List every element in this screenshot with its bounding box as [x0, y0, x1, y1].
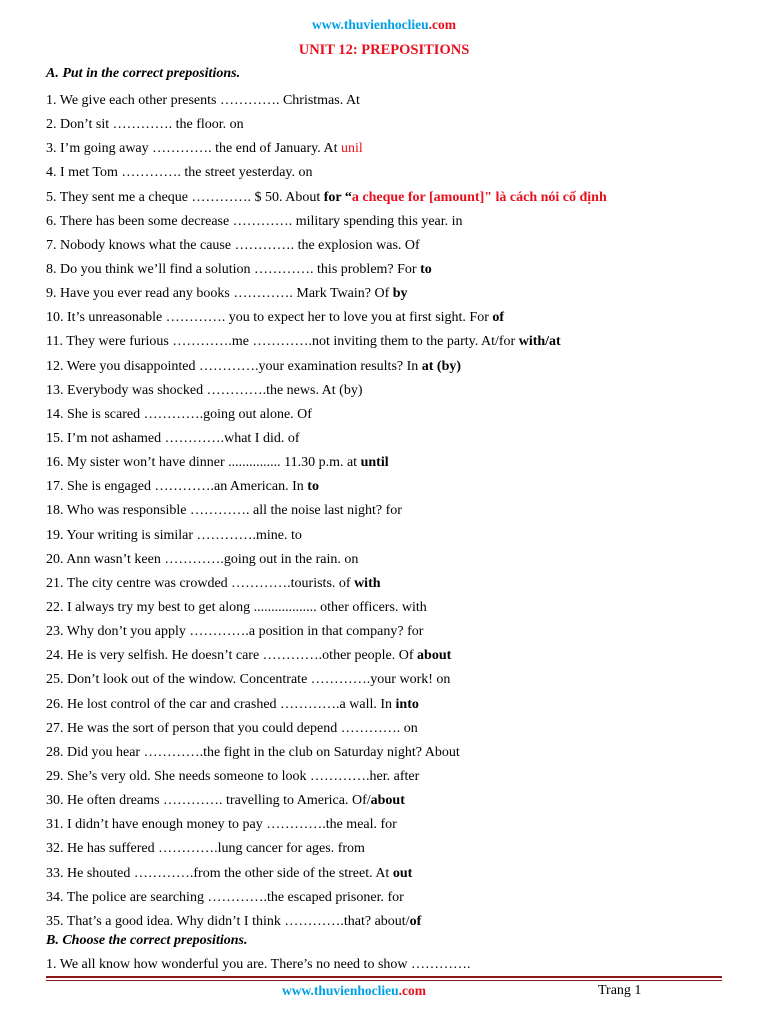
- exercise-item: [46, 89, 746, 113]
- exercise-item: [46, 596, 746, 620]
- exercise-text: 22. I always try my best to get along .................. other officers. with: [46, 599, 427, 615]
- answer-bold: by: [392, 286, 408, 302]
- answer-bold: about: [370, 793, 405, 809]
- exercise-text: 14. She is scared ………….going out alone. Of: [46, 406, 312, 422]
- header-website-link[interactable]: [0, 17, 768, 33]
- header-url-main: www.thuvienhoclieu: [311, 17, 429, 32]
- exercise-text: 17. She is engaged ………….an American. In: [46, 479, 308, 495]
- section-b-question-1: 1. We all know how wonderful you are. There’s no need to show ………….: [46, 957, 471, 972]
- exercise-item: [46, 499, 746, 523]
- exercise-text: 15. I’m not ashamed ………….what I did. of: [46, 430, 300, 446]
- header-url-tld: .com: [428, 17, 457, 32]
- answer-bold: with: [354, 575, 381, 591]
- exercise-item: [46, 330, 746, 354]
- footer-website-link[interactable]: [282, 983, 426, 999]
- exercise-item: [46, 186, 746, 210]
- answer-bold: with/at: [518, 334, 561, 350]
- exercise-text: 24. He is very selfish. He doesn’t care ………….other people. Of: [46, 648, 418, 664]
- exercise-text: 10. It’s unreasonable …………. you to expect her to love you at first sight. For: [46, 310, 493, 326]
- exercise-item: [46, 113, 746, 137]
- answer-bold: into: [395, 696, 419, 712]
- exercise-text: 4. I met Tom …………. the street yesterday. on: [46, 165, 313, 181]
- exercise-item: [46, 644, 746, 668]
- exercise-item: [46, 886, 746, 910]
- exercise-text: 25. Don’t look out of the window. Concentrate ………….your work! on: [46, 672, 451, 688]
- exercise-text: 27. He was the sort of person that you could depend …………. on: [46, 720, 418, 736]
- exercise-text: 34. The police are searching ………….the escaped prisoner. for: [46, 889, 404, 905]
- footer-divider-thin: [46, 980, 722, 981]
- exercise-text: 7. Nobody knows what the cause …………. the explosion was. Of: [46, 237, 420, 253]
- exercise-text: 8. Do you think we’ll find a solution …………. this problem? For: [46, 261, 421, 277]
- exercise-item: [46, 837, 746, 861]
- exercise-item: [46, 379, 746, 403]
- exercise-item: [46, 789, 746, 813]
- exercise-item: [46, 306, 746, 330]
- exercise-text: 16. My sister won’t have dinner ............... 11.30 p.m. at: [46, 455, 361, 471]
- exercise-text: 13. Everybody was shocked ………….the news. At (by): [46, 382, 363, 398]
- exercise-text: 21. The city centre was crowded ………….tourists. of: [46, 575, 355, 591]
- answer-bold: out: [392, 865, 413, 881]
- exercise-item: [46, 910, 746, 934]
- exercise-text: 33. He shouted ………….from the other side of the street. At: [46, 865, 393, 881]
- exercise-text: 11. They were furious ………….me ………….not inviting them to the party. At/for: [46, 334, 519, 350]
- exercise-text: 28. Did you hear ………….the fight in the club on Saturday night? About: [46, 744, 460, 760]
- answer-bold: of: [492, 310, 505, 326]
- exercise-text: 32. He has suffered ………….lung cancer for ages. from: [46, 841, 365, 857]
- answer-bold: until: [360, 455, 389, 471]
- exercise-item: [46, 524, 746, 548]
- exercise-item: [46, 282, 746, 306]
- exercise-item: [46, 693, 746, 717]
- exercise-text: 31. I didn’t have enough money to pay ………….the meal. for: [46, 817, 397, 833]
- page-number: Trang 1: [598, 983, 642, 998]
- footer-url-tld: .com: [398, 983, 427, 998]
- exercise-item: [46, 137, 746, 161]
- exercise-text: 12. Were you disappointed ………….your examination results? In: [46, 358, 422, 374]
- exercise-text: 35. That’s a good idea. Why didn’t I think ………….that? about/: [46, 913, 410, 929]
- exercise-text: 18. Who was responsible …………. all the noise last night? for: [46, 503, 402, 519]
- exercise-item: [46, 427, 746, 451]
- exercise-text: 2. Don’t sit …………. the floor. on: [46, 117, 244, 133]
- answer-bold: to: [420, 261, 432, 277]
- section-b-heading: B. Choose the correct prepositions.: [46, 933, 248, 948]
- exercise-item: [46, 717, 746, 741]
- exercise-text: 20. Ann wasn’t keen ………….going out in the rain. on: [46, 551, 359, 567]
- exercise-item: [46, 161, 746, 185]
- exercise-text: 5. They sent me a cheque …………. $ 50. About: [46, 189, 324, 205]
- exercise-item: [46, 210, 746, 234]
- exercise-item: [46, 668, 746, 692]
- exercise-item: [46, 403, 746, 427]
- page-title: UNIT 12: PREPOSITIONS: [298, 42, 470, 58]
- answer-bold: at (by): [421, 358, 462, 374]
- exercise-text: 23. Why don’t you apply ………….a position in that company? for: [46, 624, 424, 640]
- exercise-text: 3. I’m going away …………. the end of January. At: [46, 141, 341, 157]
- exercise-item: [46, 862, 746, 886]
- exercise-item: [46, 234, 746, 258]
- exercise-item: [46, 475, 746, 499]
- exercise-text: 6. There has been some decrease …………. military spending this year. in: [46, 213, 463, 229]
- exercise-item: [46, 813, 746, 837]
- answer-bold: for “: [323, 189, 352, 205]
- note-red: unil: [340, 141, 363, 157]
- exercise-text: 1. We give each other presents …………. Christmas. At: [46, 93, 360, 108]
- footer-url-main: www.thuvienhoclieu: [282, 983, 399, 998]
- exercise-item: [46, 355, 746, 379]
- answer-bold: about: [417, 648, 452, 664]
- exercise-item: [46, 548, 746, 572]
- exercise-text: 26. He lost control of the car and crashed ………….a wall. In: [46, 696, 396, 712]
- exercise-item: [46, 572, 746, 596]
- exercise-text: 30. He often dreams …………. travelling to America. Of/: [46, 793, 371, 809]
- exercise-text: 29. She’s very old. She needs someone to look ………….her. after: [46, 768, 420, 784]
- section-a-heading: A. Put in the correct prepositions.: [46, 66, 241, 81]
- exercise-item: [46, 765, 746, 789]
- exercise-list: [46, 89, 746, 934]
- exercise-item: [46, 258, 746, 282]
- answer-bold: to: [307, 479, 319, 495]
- footer-divider-thick: [46, 976, 722, 978]
- exercise-item: [46, 620, 746, 644]
- exercise-item: [46, 451, 746, 475]
- exercise-item: [46, 741, 746, 765]
- exercise-text: 9. Have you ever read any books …………. Mark Twain? Of: [46, 286, 393, 302]
- answer-bold: of: [409, 913, 422, 929]
- note-red-bold: a cheque for [amount]" là cách nói cố định: [351, 189, 607, 205]
- exercise-text: 19. Your writing is similar ………….mine. to: [46, 527, 302, 543]
